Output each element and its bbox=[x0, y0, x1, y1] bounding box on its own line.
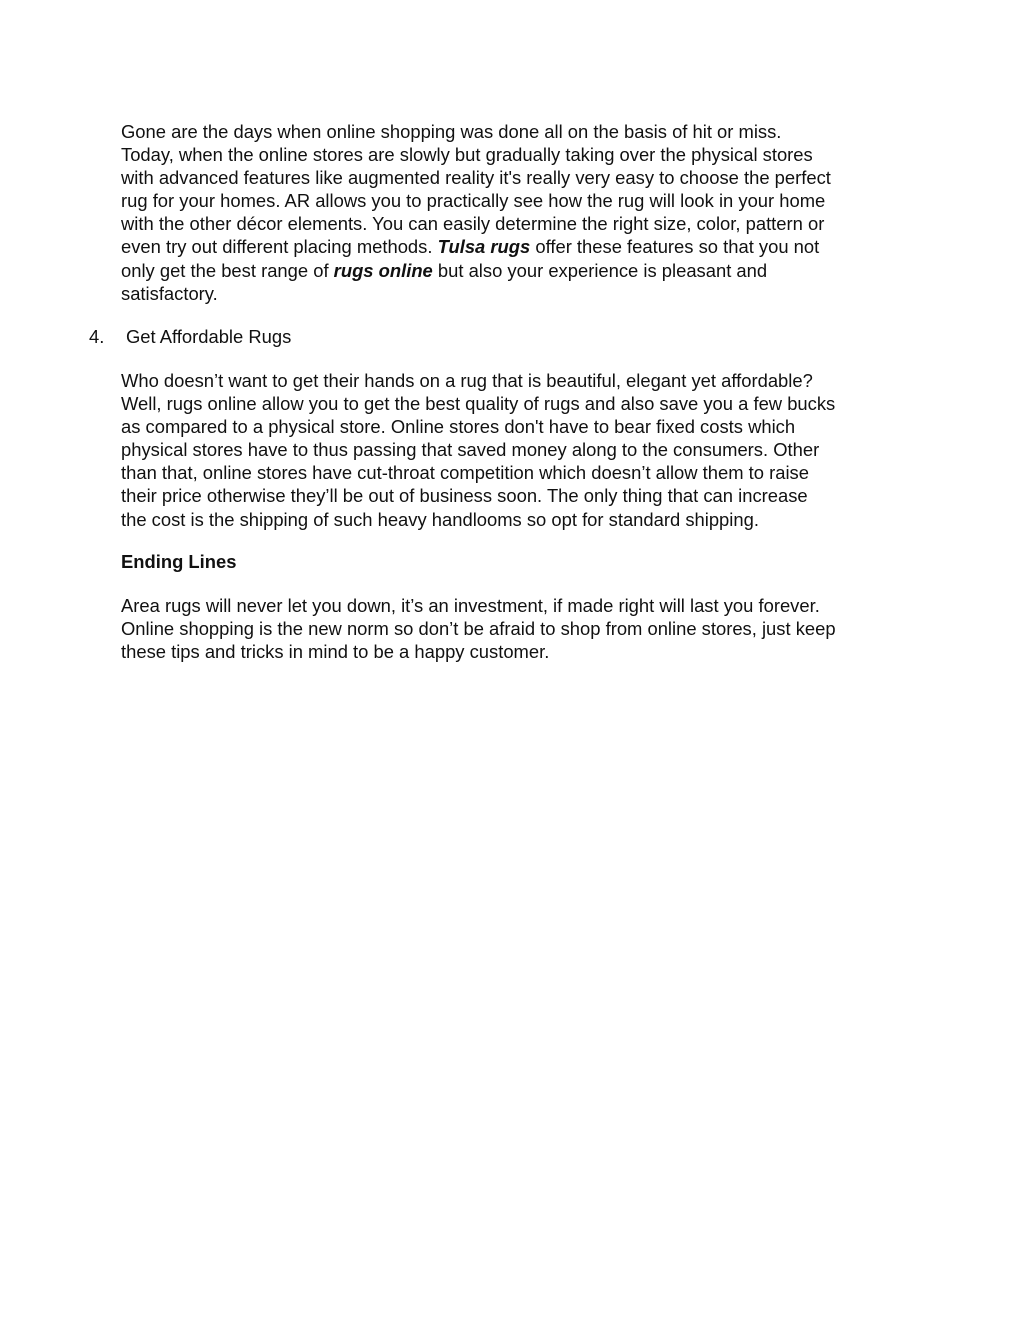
paragraph-ending bbox=[121, 594, 911, 663]
tulsa-rugs-link[interactable]: Tulsa rugs bbox=[437, 236, 531, 258]
text-line: rug for your homes. AR allows you to practically see how the rug will look in your home bbox=[121, 190, 826, 212]
rugs-online-link[interactable]: rugs online bbox=[333, 259, 433, 281]
text-line: their price otherwise they’ll be out of business soon. The only thing that can increase bbox=[121, 485, 808, 507]
text-line: Today, when the online stores are slowly but gradually taking over the physical stores bbox=[121, 144, 813, 166]
text-line: these tips and tricks in mind to be a happy customer. bbox=[121, 641, 550, 663]
text-segment: but also your experience is pleasant and bbox=[432, 259, 768, 281]
list-item-label: Get Affordable Rugs bbox=[126, 326, 292, 347]
list-number: 4. bbox=[89, 326, 105, 347]
text-line: satisfactory. bbox=[121, 282, 218, 304]
paragraph-affordable-rugs bbox=[121, 369, 911, 531]
text-line bbox=[121, 259, 911, 282]
text-segment: only get the best range of bbox=[121, 259, 334, 281]
text-line: with advanced features like augmented reality it's really very easy to choose the perfect bbox=[121, 167, 831, 189]
text-line: Who doesn’t want to get their hands on a rug that is beautiful, elegant yet affordable? bbox=[121, 370, 813, 391]
text-line: physical stores have to thus passing that saved money along to the consumers. Other bbox=[121, 439, 820, 461]
text-line: Area rugs will never let you down, it’s an investment, if made right will last you forever. bbox=[121, 595, 820, 616]
text-line: the cost is the shipping of such heavy handlooms so opt for standard shipping. bbox=[121, 508, 759, 530]
text-segment: even try out different placing methods. bbox=[121, 236, 438, 258]
list-item-affordable-rugs bbox=[89, 325, 291, 348]
text-line: Well, rugs online allow you to get the best quality of rugs and also save you a few bucks bbox=[121, 393, 836, 415]
paragraph-online-shopping-ar bbox=[121, 120, 911, 305]
text-line: Online shopping is the new norm so don’t be afraid to shop from online stores, just keep bbox=[121, 618, 836, 640]
text-line: Gone are the days when online shopping was done all on the basis of hit or miss. bbox=[121, 121, 782, 142]
text-line bbox=[121, 235, 911, 258]
text-segment: offer these features so that you not bbox=[530, 236, 820, 258]
text-line: than that, online stores have cut-throat competition which doesn’t allow them to raise bbox=[121, 462, 809, 484]
section-heading-ending-lines: Ending Lines bbox=[121, 551, 237, 572]
text-line: with the other décor elements. You can easily determine the right size, color, pattern or bbox=[121, 213, 825, 235]
text-line: as compared to a physical store. Online stores don't have to bear fixed costs which bbox=[121, 416, 796, 438]
